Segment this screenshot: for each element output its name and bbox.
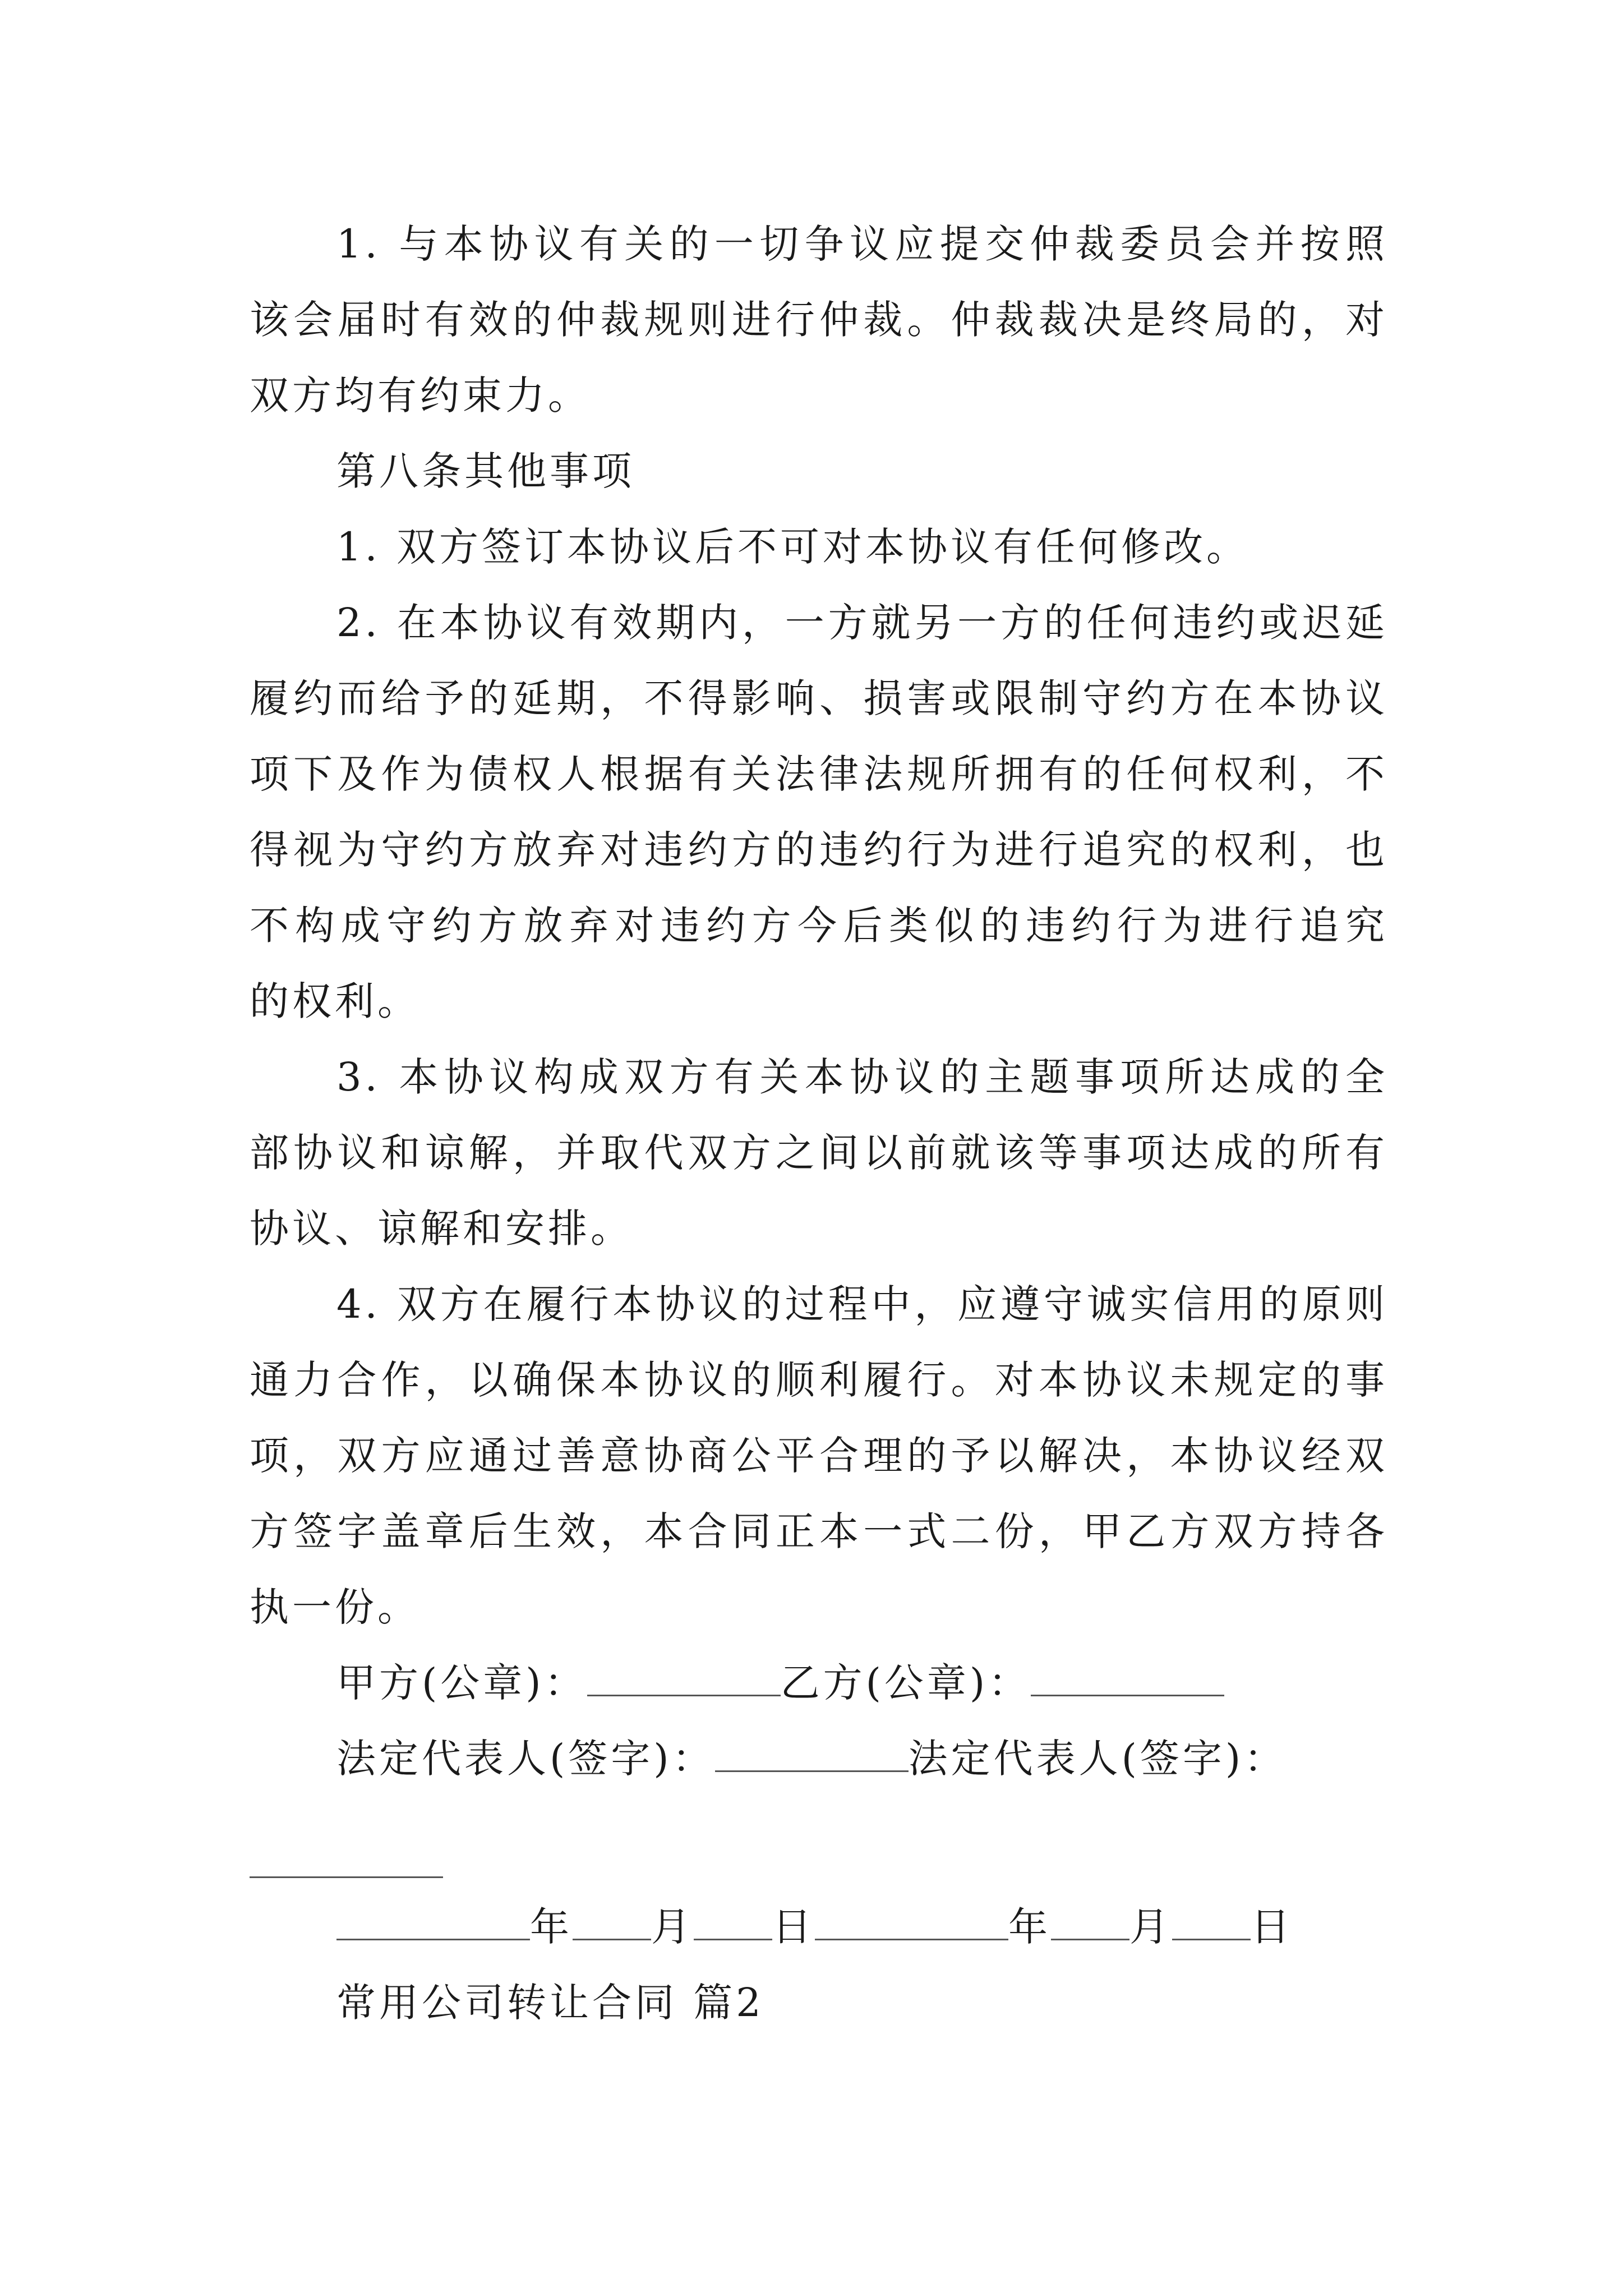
party-b-seal-label: 乙方(公章)： (780, 1660, 1031, 1706)
paragraph-line: 3. 本协议构成双方有关本协议的主题事项所达成的全 (336, 1054, 1388, 1100)
day-label: 日 (1251, 1904, 1293, 1950)
party-b-rep-blank[interactable] (250, 1876, 443, 1878)
paragraph-line: 不构成守约方放弃对违约方今后类似的违约行为进行追究 (250, 903, 1388, 949)
paragraph-line: 2. 在本协议有效期内，一方就另一方的任何违约或迟延 (336, 600, 1388, 646)
paragraph-line: 双方均有约束力。 (250, 372, 591, 418)
paragraph-line: 项下及作为债权人根据有关法律法规所拥有的任何权利，不 (250, 751, 1388, 797)
party-a-seal-blank[interactable] (587, 1660, 781, 1696)
paragraph-line: 该会届时有效的仲裁规则进行仲裁。仲裁裁决是终局的，对 (250, 297, 1388, 343)
paragraph-line: 4. 双方在履行本协议的过程中，应遵守诚实信用的原则 (336, 1281, 1388, 1327)
paragraph-line: 1. 双方签订本协议后不可对本协议有任何修改。 (336, 524, 1249, 570)
date-line (336, 1899, 1388, 1955)
paragraph-line: 1. 与本协议有关的一切争议应提交仲裁委员会并按照 (336, 221, 1388, 267)
paragraph-line: 通力合作，以确保本协议的顺利履行。对本协议未规定的事 (250, 1357, 1388, 1403)
party-b-month-blank[interactable] (1051, 1904, 1129, 1940)
year-label: 年 (1008, 1904, 1051, 1950)
paragraph-line: 协议、谅解和安排。 (250, 1205, 633, 1251)
party-b-day-blank[interactable] (1172, 1904, 1251, 1940)
paragraph-line: 得视为守约方放弃对违约方的违约行为进行追究的权利，也 (250, 827, 1388, 873)
representative-line (336, 1731, 1388, 1787)
paragraph-line: 履约而给予的延期，不得影响、损害或限制守约方在本协议 (250, 675, 1388, 721)
party-a-rep-blank[interactable] (715, 1736, 909, 1772)
party-a-day-blank[interactable] (694, 1904, 772, 1940)
paragraph-line: 的权利。 (250, 978, 420, 1024)
next-contract-title: 常用公司转让合同 篇2 (336, 1980, 764, 2026)
party-a-rep-label: 法定代表人(签字)： (336, 1736, 715, 1782)
party-a-month-blank[interactable] (573, 1904, 651, 1940)
year-label: 年 (530, 1904, 573, 1950)
paragraph-line: 执一份。 (250, 1584, 420, 1630)
paragraph-line: 方签字盖章后生效，本合同正本一式二份，甲乙方双方持各 (250, 1508, 1388, 1554)
month-label: 月 (651, 1904, 694, 1950)
party-b-seal-blank[interactable] (1031, 1660, 1224, 1696)
day-label: 日 (772, 1904, 815, 1950)
paragraph-line: 项，双方应通过善意协商公平合理的予以解决，本协议经双 (250, 1433, 1388, 1479)
party-b-rep-label: 法定代表人(签字)： (908, 1736, 1287, 1782)
seal-line (336, 1655, 1388, 1711)
paragraph-line: 部协议和谅解，并取代双方之间以前就该等事项达成的所有 (250, 1130, 1388, 1176)
month-label: 月 (1129, 1904, 1172, 1950)
section-heading: 第八条其他事项 (336, 448, 635, 494)
party-a-year-blank[interactable] (336, 1904, 530, 1940)
party-b-year-blank[interactable] (815, 1904, 1008, 1940)
party-a-seal-label: 甲方(公章)： (336, 1660, 587, 1706)
